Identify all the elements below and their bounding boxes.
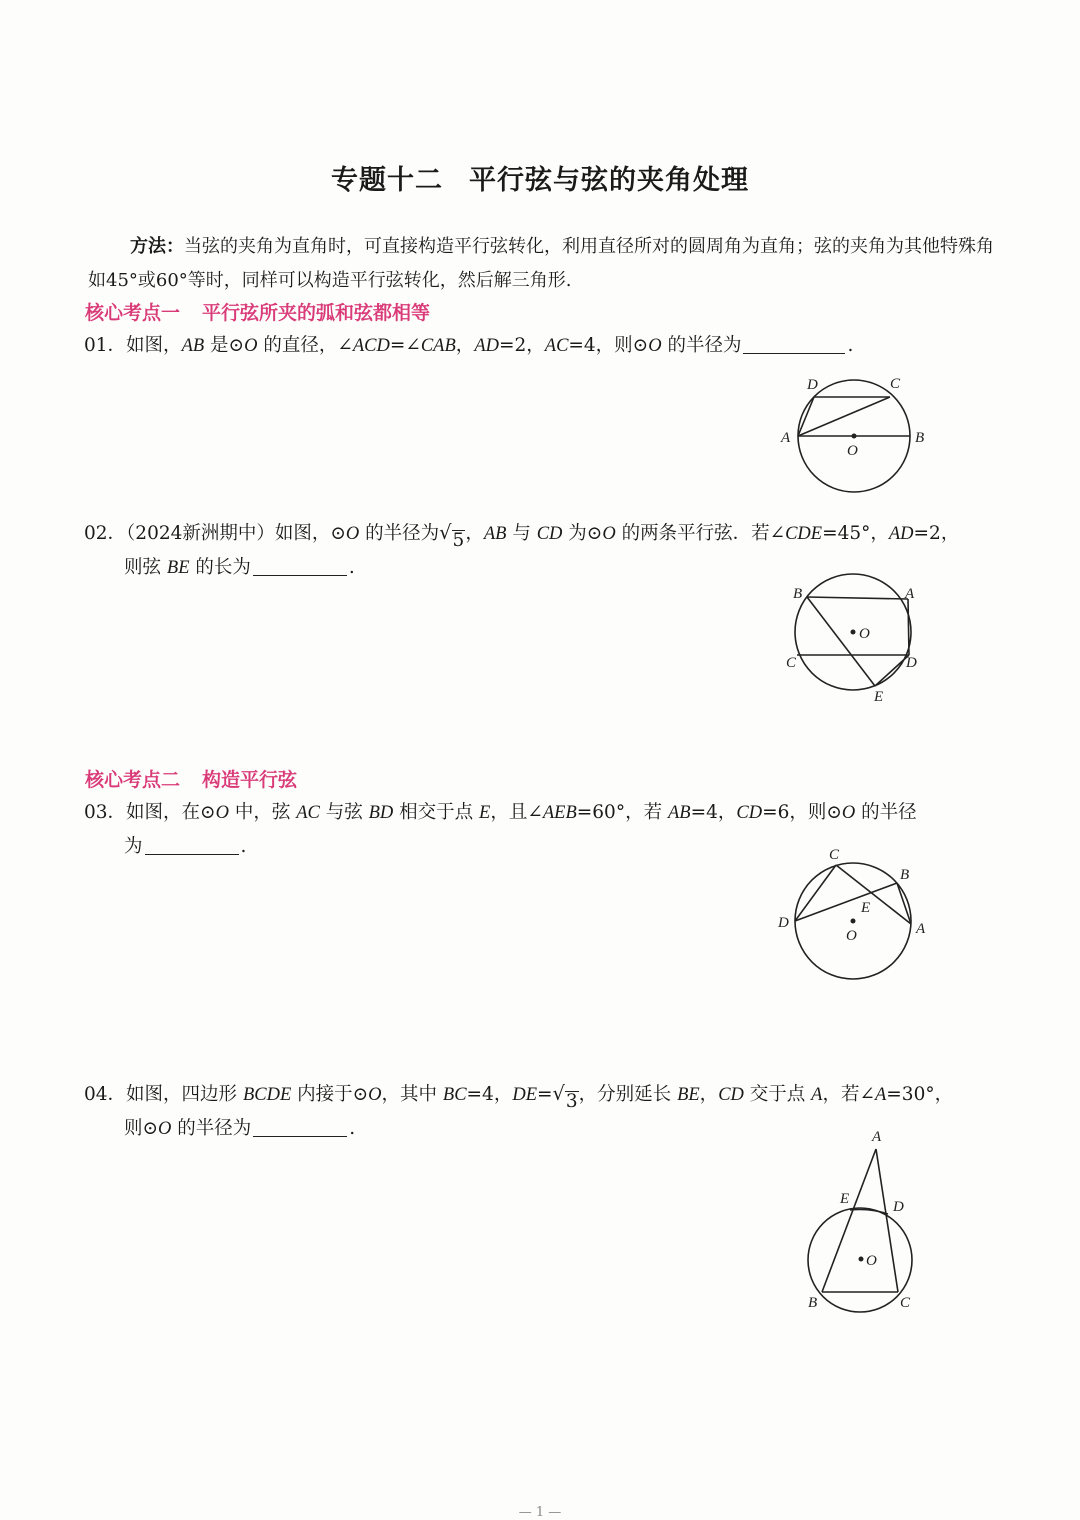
fig01-label-a: A — [781, 430, 791, 446]
fig02-chord-de — [875, 655, 909, 686]
fig02-chord-ab — [807, 597, 908, 599]
figure-01 — [770, 370, 930, 500]
section-1-name: 平行弦所夹的弧和弦都相等 — [202, 302, 431, 324]
fig02-label-e: E — [874, 689, 884, 705]
fig04-label-d: D — [893, 1199, 904, 1215]
method-text: 当弦的夹角为直角时，可直接构造平行弦转化，利用直径所对的圆周角为直角；弦的夹角为其他特殊角如45°或60°等时，同样可以构造平行弦转化，然后解三角形. — [88, 236, 994, 291]
fig01-label-c: C — [890, 376, 901, 392]
fig04-label-c: C — [900, 1295, 911, 1311]
fig02-center-dot — [851, 630, 856, 635]
answer-blank-01[interactable] — [743, 334, 845, 354]
fig02-label-a: A — [905, 586, 915, 602]
fig03-label-c: C — [829, 847, 840, 863]
sqrt-3: √ 3 — [552, 1082, 578, 1112]
section-heading-1 — [85, 298, 430, 325]
problem-03-number: 03． — [84, 802, 127, 823]
fig01-label-o: O — [847, 443, 858, 459]
section-1-number: 核心考点一 — [85, 302, 181, 324]
problem-04-number: 04． — [84, 1084, 127, 1105]
fig03-label-d: D — [778, 915, 789, 931]
fig03-label-b: B — [900, 867, 910, 883]
problem-01-number: 01． — [84, 335, 127, 356]
fig03-label-o: O — [846, 928, 857, 944]
fig04-label-a: A — [872, 1129, 882, 1145]
problem-02-number: 02． — [84, 523, 127, 544]
fig03-label-a: A — [916, 921, 926, 937]
fig02-label-b: B — [793, 586, 803, 602]
fig04-label-o: O — [866, 1253, 877, 1269]
problem-01: 01．如图，AB 是⊙O 的直径，∠ACD=∠CAB，AD=2，AC=4，则⊙O 的半径为 . — [84, 335, 854, 356]
page-number: — 1 — — [518, 1505, 562, 1520]
fig04-label-b: B — [808, 1295, 818, 1311]
fig02-chord-ad — [908, 599, 909, 655]
problem-03: 03．如图，在⊙O 中，弦 AC 与弦 BD 相交于点 E，且∠AEB=60°，若 AB=4，CD=6，则⊙O 的半径 为 . — [84, 802, 917, 857]
fig03-chord-db — [795, 883, 897, 921]
page-title — [0, 158, 1080, 197]
sqrt-5: √ 5 — [439, 521, 465, 551]
problem-04: 04．如图，四边形 BCDE 内接于⊙O，其中 BC=4，DE= √ 3 ，分别延长 BE，CD 交于点 A，若∠A=30°， 则⊙O 的半径为 . — [84, 1077, 999, 1146]
problem-02: 02．（2024新洲期中）如图，⊙O 的半径为 √ 5 ，AB 与 CD 为⊙O 的两条平行弦．若∠CDE=45°，AD=2， 则弦 BE 的长为 . — [84, 516, 999, 585]
method-label: 方法： — [130, 236, 184, 257]
answer-blank-02[interactable] — [253, 556, 347, 576]
figure-04 — [800, 1125, 930, 1320]
section-2-name: 构造平行弦 — [202, 769, 298, 791]
fig04-center-dot — [859, 1257, 864, 1262]
fig01-label-d: D — [807, 377, 818, 393]
fig02-label-o: O — [859, 626, 870, 642]
figure-02 — [775, 565, 935, 705]
title-topic-number: 专题十二 — [331, 165, 443, 196]
fig03-center-dot — [851, 919, 856, 924]
figure-03 — [770, 845, 935, 985]
title-topic-name: 平行弦与弦的夹角处理 — [469, 165, 749, 196]
section-2-number: 核心考点二 — [85, 769, 181, 791]
fig04-label-e: E — [840, 1191, 850, 1207]
fig01-label-b: B — [915, 430, 925, 446]
fig02-label-d: D — [906, 655, 917, 671]
problem-02-source: （2024新洲期中） — [126, 523, 275, 544]
answer-blank-04[interactable] — [253, 1117, 347, 1137]
answer-blank-03[interactable] — [145, 835, 239, 855]
method-paragraph — [88, 230, 998, 298]
section-heading-2 — [85, 765, 297, 792]
fig04-line-ab — [822, 1149, 876, 1292]
fig02-label-c: C — [786, 655, 797, 671]
fig03-label-e: E — [861, 900, 871, 916]
fig01-center-dot — [852, 434, 857, 439]
